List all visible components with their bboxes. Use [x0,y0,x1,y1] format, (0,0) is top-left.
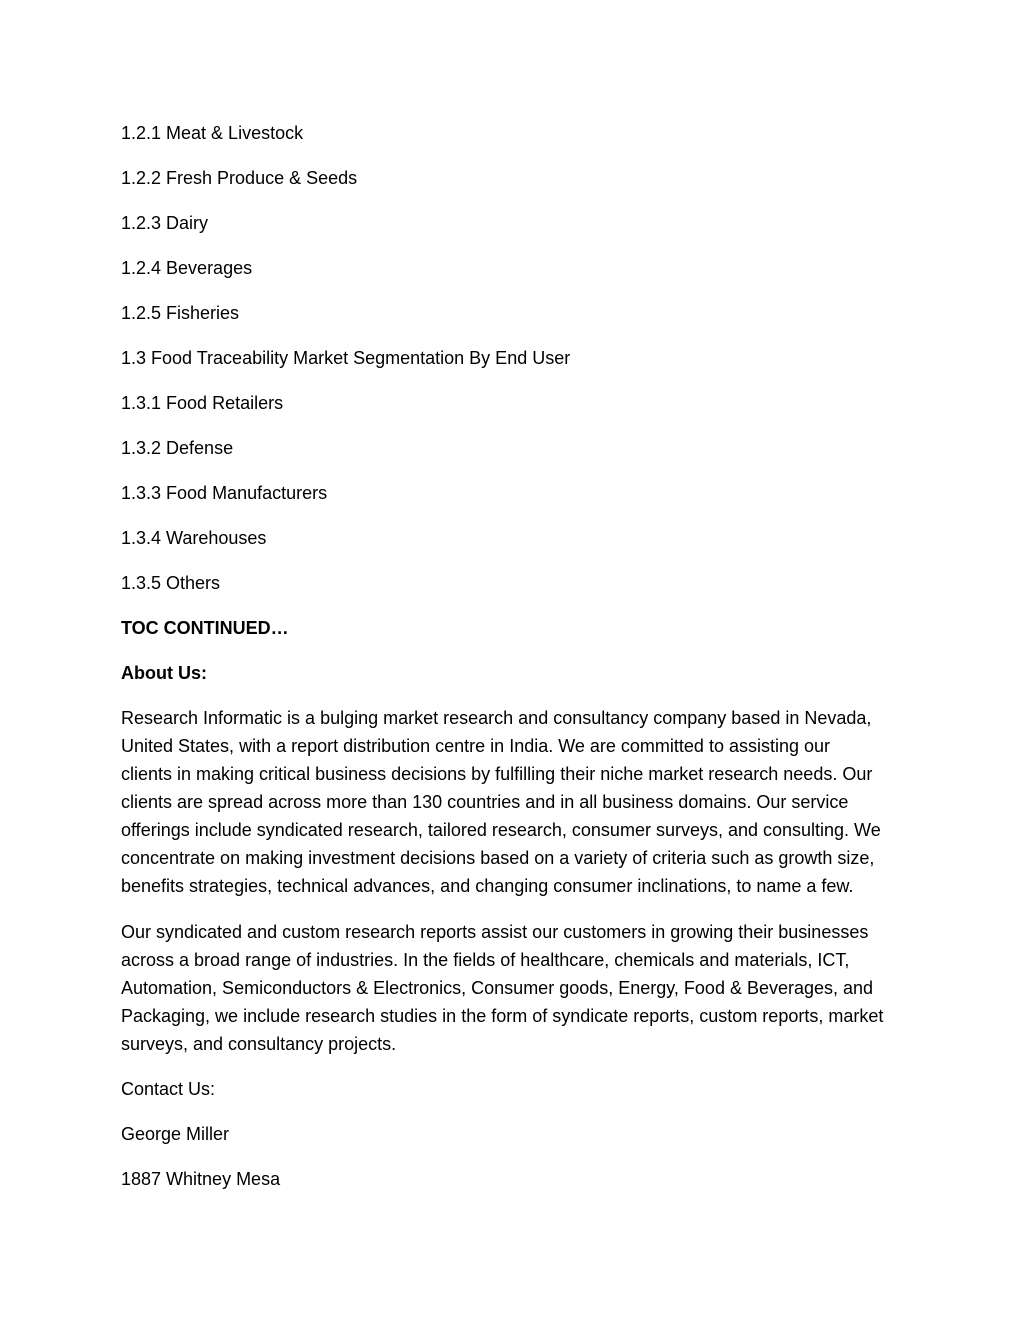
toc-item: 1.3.4 Warehouses [121,528,267,548]
toc-item: 1.2.4 Beverages [121,258,253,278]
contact-name: George Miller [121,1124,230,1144]
paragraph-line: clients in making critical business decisions by fulfilling their niche market research needs. Our [121,764,873,784]
paragraph-line: concentrate on making investment decisions based on a variety of criteria such as growth size, [121,848,875,868]
paragraph-line: Our syndicated and custom research reports assist our customers in growing their businesses [121,922,869,942]
about-heading: About Us: [121,663,207,683]
toc-item: 1.2.1 Meat & Livestock [121,123,304,143]
toc-item: 1.3.3 Food Manufacturers [121,483,328,503]
paragraph-line: Automation, Semiconductors & Electronics, Consumer goods, Energy, Food & Beverages, and [121,978,874,998]
contact-heading: Contact Us: [121,1079,216,1099]
paragraph-line: across a broad range of industries. In the fields of healthcare, chemicals and materials, ICT, [121,950,850,970]
paragraph-line: offerings include syndicated research, tailored research, consumer surveys, and consulting. We [121,820,881,840]
toc-item: 1.3.1 Food Retailers [121,393,284,413]
paragraph-line: benefits strategies, technical advances, and changing consumer inclinations, to name a few. [121,876,854,896]
paragraph-line: surveys, and consultancy projects. [121,1034,397,1054]
paragraph-line: Packaging, we include research studies in the form of syndicate reports, custom reports, market [121,1006,884,1026]
toc-item: 1.3.5 Others [121,573,221,593]
toc-continued-label: TOC CONTINUED… [121,618,289,638]
contact-address: 1887 Whitney Mesa [121,1169,281,1189]
paragraph-line: Research Informatic is a bulging market research and consultancy company based in Nevada, [121,708,872,728]
toc-section-heading: 1.3 Food Traceability Market Segmentation By End User [121,348,571,368]
about-paragraph-1 [121,704,911,900]
toc-item: 1.2.5 Fisheries [121,303,240,323]
paragraph-line: United States, with a report distribution centre in India. We are committed to assisting our [121,736,831,756]
toc-item: 1.2.3 Dairy [121,213,209,233]
toc-item: 1.3.2 Defense [121,438,234,458]
about-paragraph-2 [121,918,911,1058]
toc-item: 1.2.2 Fresh Produce & Seeds [121,168,358,188]
paragraph-line: clients are spread across more than 130 countries and in all business domains. Our service [121,792,849,812]
